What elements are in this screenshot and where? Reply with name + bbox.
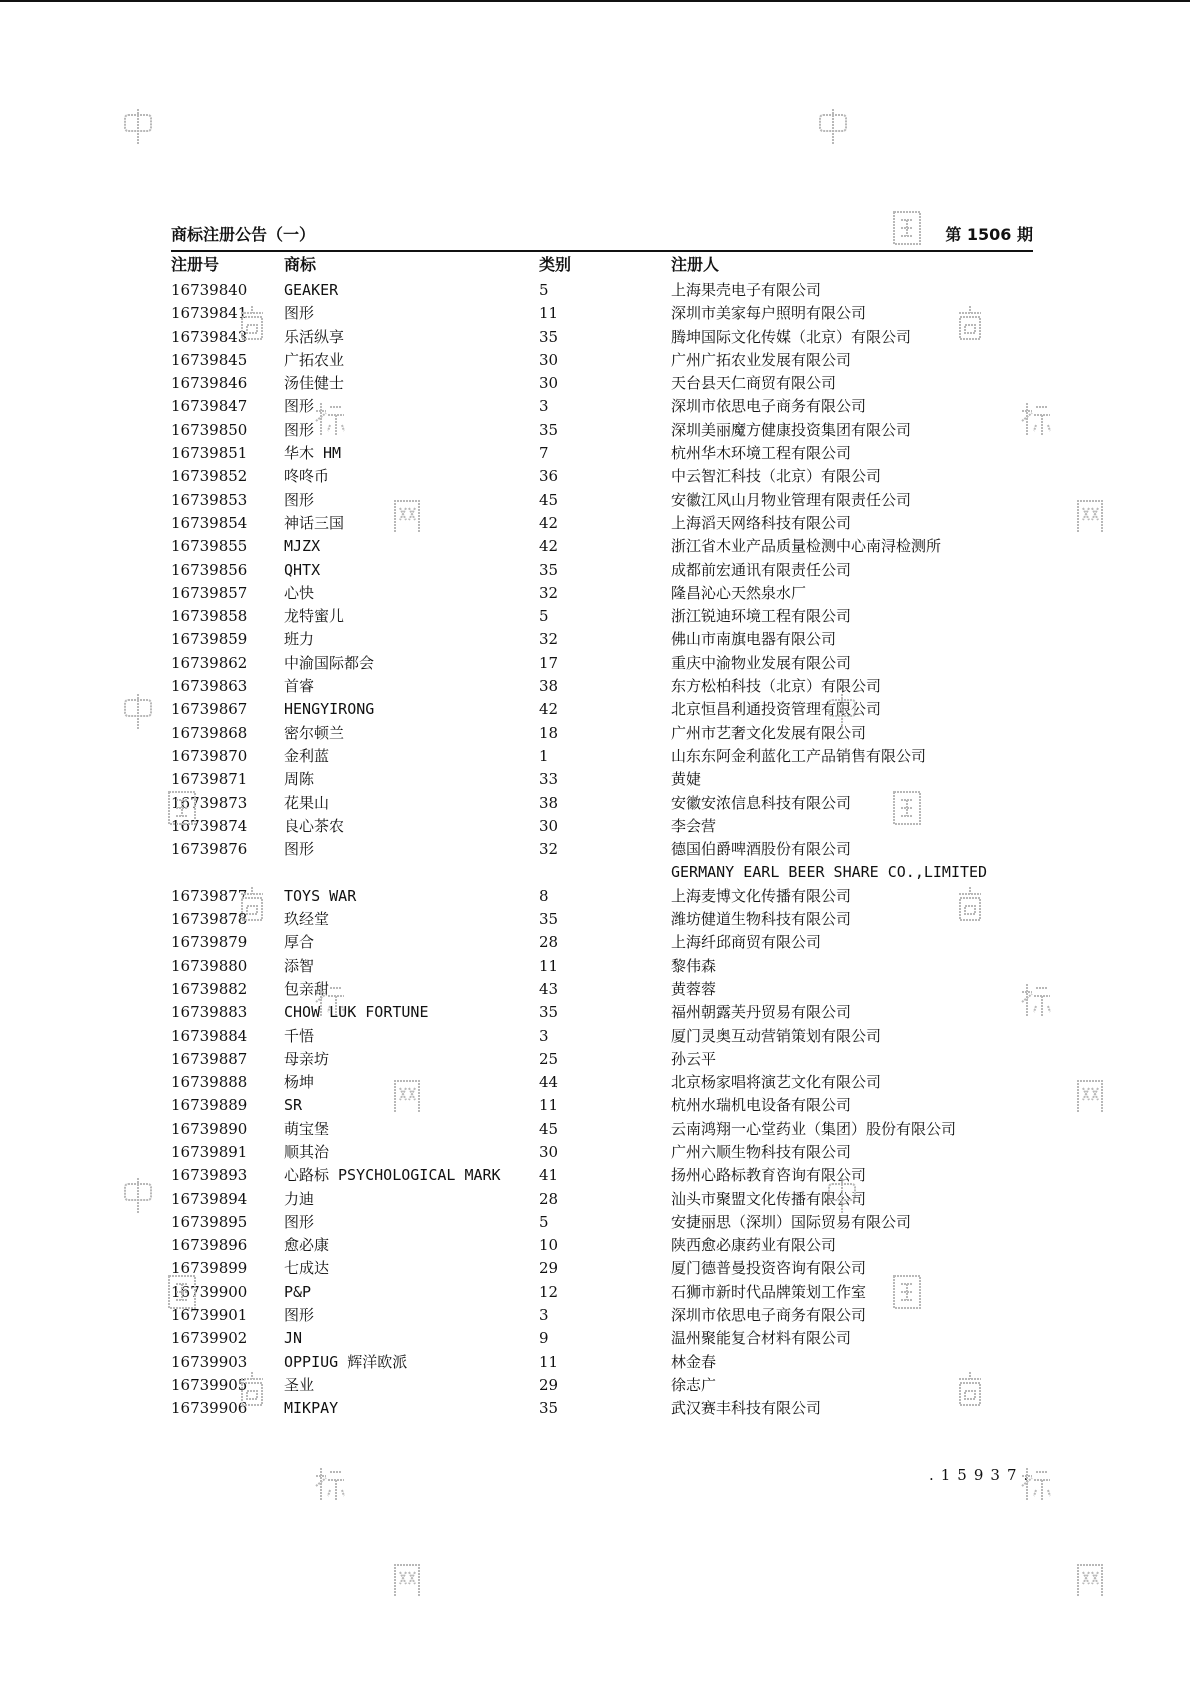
table-row <box>0 978 1190 1001</box>
table-row <box>0 465 1190 488</box>
registrant-cell: 深圳市依思电子商务有限公司 <box>671 397 867 416</box>
reg-no-cell: 16739878 <box>171 910 248 929</box>
registrant-cell: 广州广拓农业发展有限公司 <box>671 350 852 369</box>
class-cell: 11 <box>539 1352 559 1371</box>
registrant-cell: 李会营 <box>671 816 717 835</box>
class-cell: 5 <box>539 1212 549 1231</box>
table-row <box>0 1094 1190 1117</box>
table-row <box>0 535 1190 558</box>
table-row <box>0 442 1190 465</box>
reg-no-cell: 16739862 <box>171 653 248 672</box>
table-row <box>0 955 1190 978</box>
table-row <box>0 1188 1190 1211</box>
class-cell: 3 <box>539 397 549 416</box>
table-row <box>0 722 1190 745</box>
class-cell: 8 <box>539 886 549 905</box>
class-cell: 42 <box>539 513 559 532</box>
reg-no-cell: 16739877 <box>171 886 248 905</box>
class-cell: 42 <box>539 537 559 556</box>
reg-no-cell: 16739843 <box>171 327 248 346</box>
reg-no-cell: 16739888 <box>171 1073 248 1092</box>
reg-no-cell: 16739876 <box>171 840 248 859</box>
class-cell: 35 <box>539 1003 559 1022</box>
class-cell: 32 <box>539 583 559 602</box>
registrant-cell: 重庆中渝物业发展有限公司 <box>671 653 852 672</box>
mark-cell: MIKPAY <box>284 1399 339 1418</box>
mark-cell: 玖经堂 <box>284 910 330 929</box>
table-row <box>0 931 1190 954</box>
class-cell: 32 <box>539 630 559 649</box>
page-title: 商标注册公告（一） <box>171 225 316 244</box>
reg-no-cell: 16739841 <box>171 304 248 323</box>
mark-cell: 图形 <box>284 304 315 323</box>
registrant-cell: 东方松柏科技（北京）有限公司 <box>671 677 882 696</box>
reg-no-cell: 16739874 <box>171 816 248 835</box>
registrant-cell: 福州朝露芙丹贸易有限公司 <box>671 1003 852 1022</box>
registrant-cell: 浙江锐迪环境工程有限公司 <box>671 607 852 626</box>
page-number: .15937. <box>929 1466 1036 1484</box>
table-row <box>0 582 1190 605</box>
mark-cell: 圣业 <box>284 1375 315 1394</box>
registrant-cell: 温州聚能复合材料有限公司 <box>671 1329 852 1348</box>
watermark-wang-icon <box>390 1560 424 1600</box>
class-cell: 35 <box>539 327 559 346</box>
class-cell: 11 <box>539 956 559 975</box>
registrant-cell: 广州六顺生物科技有限公司 <box>671 1142 852 1161</box>
registrant-cell: 厦门灵奥互动营销策划有限公司 <box>671 1026 882 1045</box>
reg-no-cell: 16739879 <box>171 933 248 952</box>
class-cell: 25 <box>539 1049 559 1068</box>
registrant-cell: 上海纤邱商贸有限公司 <box>671 933 822 952</box>
reg-no-cell: 16739891 <box>171 1142 248 1161</box>
reg-no-cell: 16739880 <box>171 956 248 975</box>
registrant-cell: 林金春 <box>671 1352 717 1371</box>
mark-cell: 包亲甜 <box>284 979 330 998</box>
mark-cell: 咚咚币 <box>284 467 330 486</box>
table-row <box>0 512 1190 535</box>
class-cell: 28 <box>539 933 559 952</box>
table-row <box>0 838 1190 861</box>
column-header-reg-no: 注册号 <box>171 255 220 274</box>
class-cell: 42 <box>539 700 559 719</box>
class-cell: 43 <box>539 979 559 998</box>
registrant-cell: 隆昌沁心天然泉水厂 <box>671 583 807 602</box>
table-row <box>0 1025 1190 1048</box>
reg-no-cell: 16739858 <box>171 607 248 626</box>
table-row <box>0 1234 1190 1257</box>
mark-cell: 周陈 <box>284 770 315 789</box>
reg-no-cell: 16739870 <box>171 746 248 765</box>
reg-no-cell: 16739847 <box>171 397 248 416</box>
table-row <box>0 1257 1190 1280</box>
column-header-mark: 商标 <box>284 255 317 274</box>
reg-no-cell: 16739890 <box>171 1119 248 1138</box>
table-row <box>0 792 1190 815</box>
registrant-cell: 北京恒昌利通投资管理有限公司 <box>671 700 882 719</box>
class-cell: 35 <box>539 420 559 439</box>
reg-no-cell: 16739852 <box>171 467 248 486</box>
table-row <box>0 1397 1190 1420</box>
class-cell: 45 <box>539 1119 559 1138</box>
reg-no-cell: 16739895 <box>171 1212 248 1231</box>
mark-cell: 神话三国 <box>284 513 345 532</box>
registrant-cell: 安捷丽思（深圳）国际贸易有限公司 <box>671 1212 912 1231</box>
column-header-registrant: 注册人 <box>671 255 720 274</box>
table-row <box>0 1327 1190 1350</box>
mark-cell: P&P <box>284 1282 312 1301</box>
mark-cell: 七成达 <box>284 1259 330 1278</box>
reg-no-cell: 16739887 <box>171 1049 248 1068</box>
class-cell: 28 <box>539 1189 559 1208</box>
mark-cell: 龙特蜜儿 <box>284 607 345 626</box>
watermark-zhong-icon <box>816 107 850 147</box>
mark-cell: 密尔顿兰 <box>284 723 345 742</box>
mark-cell: 良心茶农 <box>284 816 345 835</box>
reg-no-cell: 16739863 <box>171 677 248 696</box>
table-row <box>0 885 1190 908</box>
table-row <box>0 349 1190 372</box>
top-border-line <box>0 0 1190 2</box>
class-cell: 33 <box>539 770 559 789</box>
table-row <box>0 698 1190 721</box>
class-cell: 35 <box>539 1399 559 1418</box>
reg-no-cell: 16739845 <box>171 350 248 369</box>
class-cell: 32 <box>539 840 559 859</box>
class-cell: 35 <box>539 910 559 929</box>
reg-no-cell: 16739854 <box>171 513 248 532</box>
mark-cell: MJZX <box>284 537 321 556</box>
table-row <box>0 815 1190 838</box>
registrant-cell: 佛山市南旗电器有限公司 <box>671 630 837 649</box>
class-cell: 36 <box>539 467 559 486</box>
reg-no-cell: 16739903 <box>171 1352 248 1371</box>
mark-cell: JN <box>284 1329 303 1348</box>
reg-no-cell: 16739856 <box>171 560 248 579</box>
class-cell: 41 <box>539 1166 559 1185</box>
reg-no-cell: 16739906 <box>171 1399 248 1418</box>
class-cell: 45 <box>539 490 559 509</box>
mark-cell: CHOW LUK FORTUNE <box>284 1003 429 1022</box>
reg-no-cell: 16739884 <box>171 1026 248 1045</box>
class-cell: 30 <box>539 350 559 369</box>
mark-cell: 图形 <box>284 840 315 859</box>
class-cell: 5 <box>539 607 549 626</box>
watermark-biao-icon <box>312 1464 346 1504</box>
registrant-cell: 腾坤国际文化传媒（北京）有限公司 <box>671 327 912 346</box>
reg-no-cell: 16739873 <box>171 793 248 812</box>
reg-no-cell: 16739896 <box>171 1236 248 1255</box>
table-row <box>0 675 1190 698</box>
class-cell: 10 <box>539 1236 559 1255</box>
registrant-cell: 黎伟森 <box>671 956 717 975</box>
class-cell: 29 <box>539 1375 559 1394</box>
table-row <box>0 419 1190 442</box>
table-row <box>0 1001 1190 1024</box>
registrant-cell: 陕西愈必康药业有限公司 <box>671 1236 837 1255</box>
reg-no-cell: 16739900 <box>171 1282 248 1301</box>
mark-cell: OPPIUG 辉洋欧派 <box>284 1352 408 1371</box>
watermark-wang-icon <box>1073 1560 1107 1600</box>
table-row <box>0 1304 1190 1327</box>
class-cell: 7 <box>539 444 549 463</box>
reg-no-cell: 16739840 <box>171 281 248 299</box>
mark-cell: HENGYIRONG <box>284 700 375 719</box>
mark-cell: GEAKER <box>284 281 339 299</box>
mark-cell: 汤佳健士 <box>284 374 345 393</box>
registrant-cell: 北京杨家唱将演艺文化有限公司 <box>671 1073 882 1092</box>
registrant-cell: 徐志广 <box>671 1375 717 1394</box>
table-row <box>0 1351 1190 1374</box>
reg-no-cell: 16739893 <box>171 1166 248 1185</box>
class-cell: 11 <box>539 1096 559 1115</box>
class-cell: 30 <box>539 1142 559 1161</box>
mark-cell: 华木 HM <box>284 444 342 463</box>
mark-cell: 图形 <box>284 397 315 416</box>
registrant-cell: 深圳市美家每户照明有限公司 <box>671 304 867 323</box>
reg-no-cell: 16739871 <box>171 770 248 789</box>
class-cell: 38 <box>539 677 559 696</box>
mark-cell: 金利蓝 <box>284 746 330 765</box>
table-row <box>0 395 1190 418</box>
mark-cell: TOYS WAR <box>284 886 357 905</box>
registrant-cell: 成都前宏通讯有限责任公司 <box>671 560 852 579</box>
class-cell: 3 <box>539 1026 549 1045</box>
registrant-cell: 潍坊健道生物科技有限公司 <box>671 910 852 929</box>
reg-no-cell: 16739867 <box>171 700 248 719</box>
registrant-cell: 孙云平 <box>671 1049 717 1068</box>
mark-cell: 心路标 PSYCHOLOGICAL MARK <box>284 1166 501 1185</box>
class-cell: 30 <box>539 374 559 393</box>
table-row <box>0 1071 1190 1094</box>
table-row <box>0 652 1190 675</box>
class-cell: 1 <box>539 746 549 765</box>
registrant-cell: 石狮市新时代品牌策划工作室 <box>671 1282 867 1301</box>
class-cell: 3 <box>539 1306 549 1325</box>
class-cell: 30 <box>539 816 559 835</box>
reg-no-cell: 16739857 <box>171 583 248 602</box>
reg-no-cell: 16739882 <box>171 979 248 998</box>
table-row <box>0 1141 1190 1164</box>
table-row <box>0 489 1190 512</box>
class-cell: 9 <box>539 1329 549 1348</box>
reg-no-cell: 16739883 <box>171 1003 248 1022</box>
page-header <box>171 224 1033 252</box>
registrant-cell: 扬州心路标教育咨询有限公司 <box>671 1166 867 1185</box>
table-row <box>0 1118 1190 1141</box>
registrant-cell: 上海果壳电子有限公司 <box>671 281 822 299</box>
registrant-cell: 上海滔天网络科技有限公司 <box>671 513 852 532</box>
mark-cell: 中渝国际都会 <box>284 653 375 672</box>
mark-cell: 图形 <box>284 1212 315 1231</box>
table-row <box>0 768 1190 791</box>
registrant-cell: 武汉赛丰科技有限公司 <box>671 1399 822 1418</box>
class-cell: 44 <box>539 1073 559 1092</box>
mark-cell: 顺其治 <box>284 1142 330 1161</box>
class-cell: 12 <box>539 1282 559 1301</box>
trademark-table <box>0 279 1190 1421</box>
registrant-cell: 德国伯爵啤酒股份有限公司 <box>671 840 852 859</box>
mark-cell: 首睿 <box>284 677 315 696</box>
registrant-cell: 天台县天仁商贸有限公司 <box>671 374 837 393</box>
mark-cell: 厚合 <box>284 933 315 952</box>
registrant-cell: 云南鸿翔一心堂药业（集团）股份有限公司 <box>671 1119 957 1138</box>
mark-cell: SR <box>284 1096 303 1115</box>
class-cell: 29 <box>539 1259 559 1278</box>
registrant-cell: 广州市艺奢文化发展有限公司 <box>671 723 867 742</box>
table-row <box>0 628 1190 651</box>
mark-cell: 图形 <box>284 490 315 509</box>
mark-cell: 乐活纵享 <box>284 327 345 346</box>
mark-cell: 萌宝堡 <box>284 1119 330 1138</box>
registrant-cell: 安徽江风山月物业管理有限责任公司 <box>671 490 912 509</box>
table-row <box>0 372 1190 395</box>
column-header-class: 类别 <box>539 255 572 274</box>
table-row <box>0 1374 1190 1397</box>
table-row <box>0 326 1190 349</box>
mark-cell: 愈必康 <box>284 1236 330 1255</box>
table-row <box>0 908 1190 931</box>
registrant-cell: 黄蓉蓉 <box>671 979 717 998</box>
table-row <box>0 279 1190 302</box>
reg-no-cell: 16739905 <box>171 1375 248 1394</box>
mark-cell: 班力 <box>284 630 315 649</box>
registrant-cell: 厦门德普曼投资咨询有限公司 <box>671 1259 867 1278</box>
mark-cell: 图形 <box>284 1306 315 1325</box>
registrant-cell: 杭州华木环境工程有限公司 <box>671 444 852 463</box>
mark-cell: 杨坤 <box>284 1073 315 1092</box>
reg-no-cell: 16739851 <box>171 444 248 463</box>
registrant-cell: 中云智汇科技（北京）有限公司 <box>671 467 882 486</box>
registrant-cell: 黄婕 <box>671 770 702 789</box>
mark-cell: 添智 <box>284 956 315 975</box>
mark-cell: QHTX <box>284 560 321 579</box>
registrant-cell: 上海麦博文化传播有限公司 <box>671 886 852 905</box>
class-cell: 17 <box>539 653 559 672</box>
table-row <box>0 861 1190 884</box>
reg-no-cell: 16739859 <box>171 630 248 649</box>
table-row <box>0 1281 1190 1304</box>
registrant-cell: 深圳市依思电子商务有限公司 <box>671 1306 867 1325</box>
reg-no-cell: 16739901 <box>171 1306 248 1325</box>
issue-number: 第 1506 期 <box>945 225 1033 244</box>
table-row <box>0 605 1190 628</box>
reg-no-cell: 16739894 <box>171 1189 248 1208</box>
registrant-cell: 深圳美丽魔方健康投资集团有限公司 <box>671 420 912 439</box>
mark-cell: 心快 <box>284 583 315 602</box>
reg-no-cell: 16739853 <box>171 490 248 509</box>
table-row <box>0 1211 1190 1234</box>
registrant-cell: 杭州水瑞机电设备有限公司 <box>671 1096 852 1115</box>
table-row <box>0 302 1190 325</box>
watermark-zhong-icon <box>121 107 155 147</box>
table-row <box>0 1048 1190 1071</box>
reg-no-cell: 16739855 <box>171 537 248 556</box>
mark-cell: 花果山 <box>284 793 330 812</box>
class-cell: 11 <box>539 304 559 323</box>
reg-no-cell: 16739902 <box>171 1329 248 1348</box>
reg-no-cell: 16739889 <box>171 1096 248 1115</box>
table-row <box>0 559 1190 582</box>
table-row <box>0 1164 1190 1187</box>
mark-cell: 千悟 <box>284 1026 315 1045</box>
registrant-cell: 汕头市聚盟文化传播有限公司 <box>671 1189 867 1208</box>
registrant-cell: 安徽安浓信息科技有限公司 <box>671 793 852 812</box>
registrant-cell: 浙江省木业产品质量检测中心南浔检测所 <box>671 537 942 556</box>
reg-no-cell: 16739899 <box>171 1259 248 1278</box>
reg-no-cell: 16739850 <box>171 420 248 439</box>
class-cell: 38 <box>539 793 559 812</box>
registrant-cell: 山东东阿金利蓝化工产品销售有限公司 <box>671 746 927 765</box>
table-row <box>0 745 1190 768</box>
class-cell: 18 <box>539 723 559 742</box>
class-cell: 35 <box>539 560 559 579</box>
class-cell: 5 <box>539 281 549 299</box>
mark-cell: 图形 <box>284 420 315 439</box>
mark-cell: 力迪 <box>284 1189 315 1208</box>
registrant-cell: GERMANY EARL BEER SHARE CO.,LIMITED <box>671 863 988 882</box>
mark-cell: 母亲坊 <box>284 1049 330 1068</box>
reg-no-cell: 16739868 <box>171 723 248 742</box>
mark-cell: 广拓农业 <box>284 350 345 369</box>
reg-no-cell: 16739846 <box>171 374 248 393</box>
